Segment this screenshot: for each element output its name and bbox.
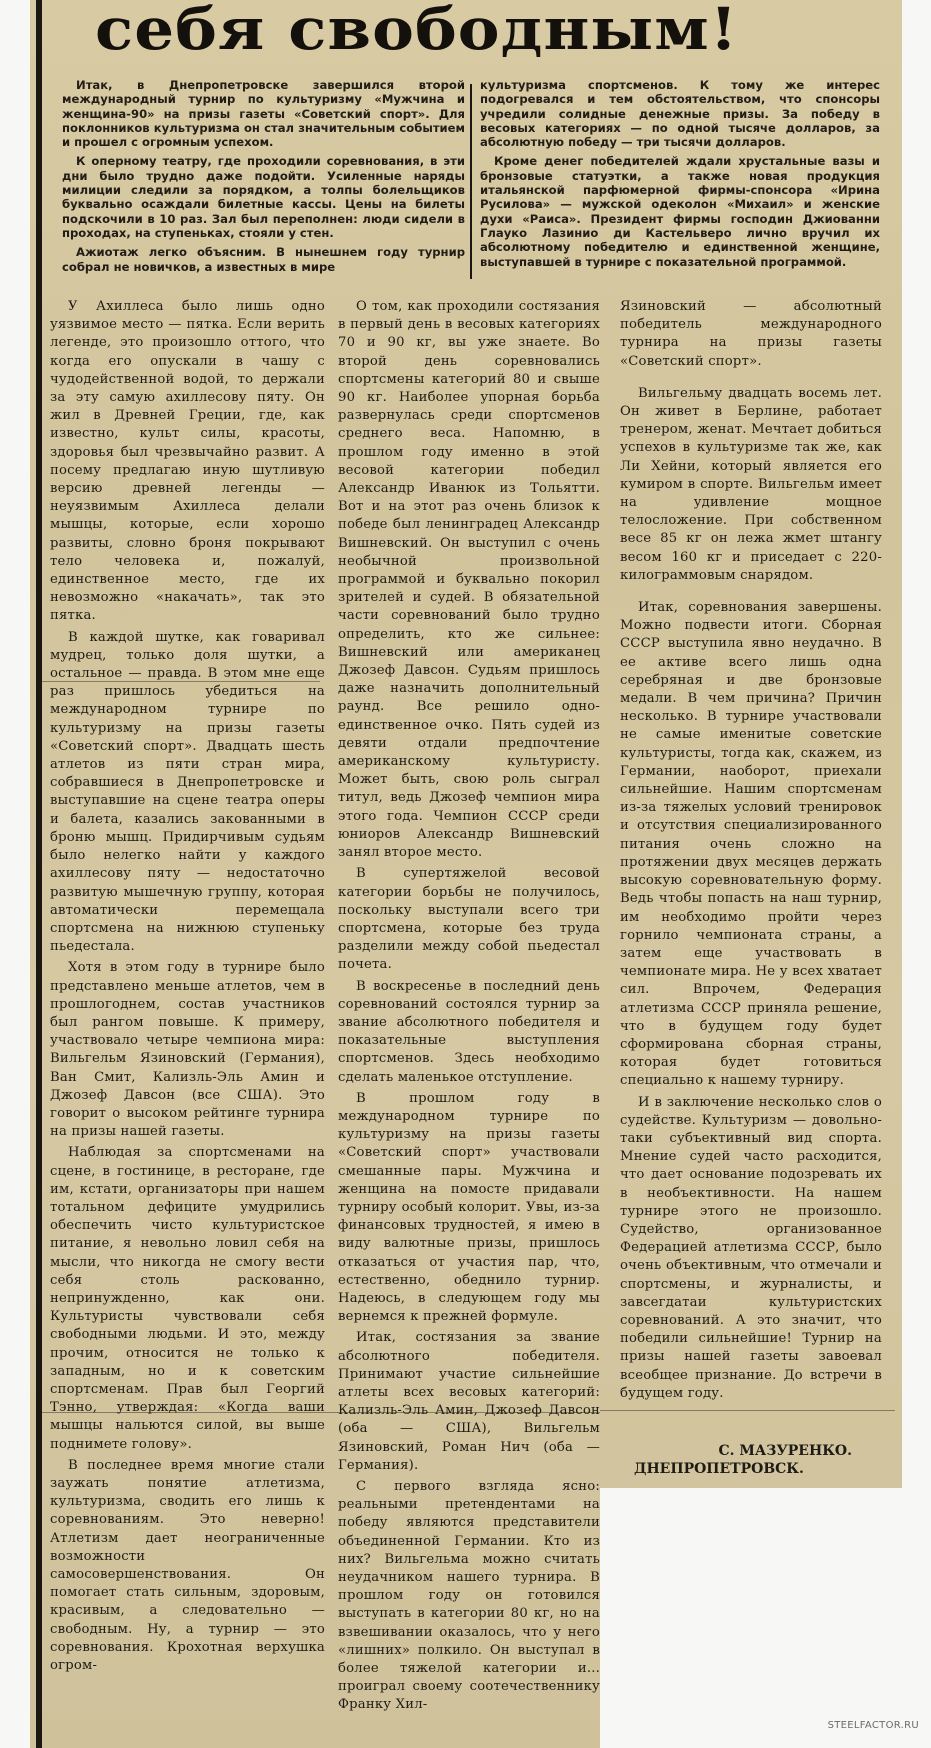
author-name: С. МАЗУРЕНКО. xyxy=(718,1443,852,1459)
paragraph: В супертяжелой весовой категории борьбы не получилось, поскольку выступали всего три спортсмена, которые без труда разделили между собой пьедестал почета. xyxy=(338,866,600,973)
fold-crease xyxy=(40,681,320,682)
lead-right xyxy=(480,78,880,269)
fold-crease xyxy=(40,1412,600,1413)
article-column-3 xyxy=(620,298,882,1403)
lead-paragraph: К оперному театру, где проходили соревнования, в эти дни было трудно даже подойти. Усиленные наряды милиции следили за порядком, а толпы болельщиков буквально осаждали билетные кассы. Цены на билеты подскочили в 10 раз. Зал был переполнен: люди сидели в проходах, на ступеньках, стояли у стен. xyxy=(62,154,465,240)
lead-paragraph: культуризма спортсменов. К тому же интерес подогревался и тем обстоятельством, что спонсоры учредили солидные денежные призы. За победу в весовых категориях — по одной тысяче долларов, за абсолютную победу — три тысячи долларов. xyxy=(480,78,880,150)
blank-background xyxy=(600,1488,931,1748)
paragraph: С первого взгляда ясно: реальными претендентами на победу являются представители объединенной Германии. Кто из них? Вильгельма можно считать неудачником нашего турнира. В прошлом году он готовился выступать в категории 80 кг, но на взвешивании оказалось, что у него «лишних» полкило. Он выступал в более тяжелой категории и... проиграл своему соотечественнику Франку Хил- xyxy=(338,1479,600,1713)
paragraph: Наблюдая за спортсменами на сцене, в гостинице, в ресторане, где им, кстати, организаторы при нашем тотальном дефиците умудрились обеспечить чисто культуристское питание, я невольно ловил себя на мысли, что никогда не смогу вести себя столь раскованно, непринужденно, как они. Культуристы чувствовали себя свободными людьми. И это, между прочим, относится не только к западным, но и к советским спортсменам. Прав был Георгий Тэнно, утверждая: «Когда ваши мышцы нальются силой, вы выше поднимете голову». xyxy=(50,1145,325,1452)
watermark: STEELFACTOR.RU xyxy=(827,1720,919,1731)
paragraph: В каждой шутке, как говаривал мудрец, только доля шутки, а остальное — правда. В этом мне еще раз пришлось убедиться на международном турнире по культуризму на призы газеты «Советский спорт». Двадцать шесть атлетов из пяти стран мира, собравшиеся в Днепропетровске и выступавшие на сцене театра оперы и балета, казались закованными в броню мышц. Придирчивым судьям было нелегко найти у каждого ахиллесову пяту — недостаточно развитую мышечную группу, которая автоматически перемещала спортсмена на нижнюю ступеньку пьедестала. xyxy=(50,629,325,955)
blank-margin xyxy=(902,0,931,1748)
column-divider xyxy=(470,84,472,279)
paragraph: Итак, соревнования завершены. Можно подвести итоги. Сборная СССР выступила явно неудачно. В ее активе всего лишь одна серебряная и две бронзовые медали. В чем причина? Причин несколько. В турнире участвовали не самые именитые советские культуристы, тогда как, скажем, из Германии, наоборот, приехали сильнейшие. Нашим спортсменам из-за тяжелых условий тренировок и отсутствия специализированного питания очень сложно на протяжении двух месяцев держать высокую соревновательную форму. Ведь чтобы попасть на наш турнир, им необходимо пройти через горнило чемпионата страны, а затем еще участвовать в чемпионате мира. Не у всех хватает сил. Впрочем, Федерация атлетизма СССР приняла решение, что в будущем году будет сформирована сборная страны, которая будет готовиться специально к нашему турниру. xyxy=(620,600,882,1089)
article-column-1 xyxy=(50,298,325,1675)
lead-paragraph: Кроме денег победителей ждали хрустальные вазы и бронзовые статуэтки, а также новая продукция итальянской парфюмерной фирмы-спонсора «Ирина Русилова» — мужской одеколон «Михаил» и женские духи «Раиса». Президент фирмы господин Джиованни Глауко Лазинио ди Кастельверо лично вручил их абсолютному победителю и единственной женщине, выступавшей в турнире с показательной программой. xyxy=(480,154,880,269)
paragraph: И в заключение несколько слов о судействе. Культуризм — довольно-таки субъективный вид спорта. Мнение судей часто расходится, что дает основание подозревать их в необъективности. На нашем турнире этого не произошло. Судейство, организованное Федерацией атлетизма СССР, было очень объективным, что отмечали и спортсмены, и журналисты, и завсегдатаи культуристских соревнований. А это значит, что победили сильнейшие! Турнир на призы нашей газеты завоевал всеобщее признание. До встречи в будущем году. xyxy=(620,1094,882,1401)
paragraph: Язиновский — абсолютный победитель международного турнира на призы газеты «Советский спорт». xyxy=(620,299,882,369)
paragraph: У Ахиллеса было лишь одно уязвимое место — пятка. Если верить легенде, это произошло оттого, что когда его опускали в чашу с чудодейственной водой, то держали за эту самую ахиллесову пяту. Он жил в Древней Греции, где, как известно, культ силы, красоты, здоровья был чрезвычайно развит. А посему предлагаю иную шутливую версию древней легенды — неуязвимым Ахиллеса делали мышцы, которые, если хорошо развиты, словно броня покрывают тело человека и, пожалуй, единственное место, где их невозможно «накачать», так это пятка. xyxy=(50,299,325,624)
paragraph: О том, как проходили состязания в первый день в весовых категориях 70 и 90 кг, вы уже знаете. Во второй день соревновались спортсмены категорий 80 и свыше 90 кг. Наиболее упорная борьба развернулась среди спортсменов среднего веса. Напомню, в прошлом году именно в этой весовой категории победил Александр Иванюк из Тольятти. Вот и на этот раз очень близок к победе был ленинградец Александр Вишневский. Он выступил с очень необычной произвольной программой и буквально покорил зрителей и судей. В обязательной части соревнований было трудно определить, кто же сильнее: Вишневский или американец Джозеф Давсон. Судьям пришлось даже назначить дополнительный раунд. Все решило одно-единственное очко. Пять судей из девяти отдали предпочтение американскому культуристу. Может быть, свою роль сыграл титул, ведь Джозеф чемпион мира этого года. Чемпион СССР среди юниоров Александр Вишневский занял второе место. xyxy=(338,299,600,861)
paragraph: В прошлом году в международном турнире по культуризму на призы газеты «Советский спорт» участвовали смешанные пары. Мужчина и женщина на помосте придавали турниру особый колорит. Увы, из-за финансовых трудностей, я имею в виду валютные призы, пришлось отказаться от участия пар, что, естественно, обеднило турнир. Надеюсь, в следующем году мы вернемся к прежней формуле. xyxy=(338,1090,600,1325)
article-column-2 xyxy=(338,298,600,1715)
lead-left xyxy=(62,78,465,274)
dateline-city: ДНЕПРОПЕТРОВСК. xyxy=(634,1461,804,1477)
headline: себя свободным! xyxy=(95,0,739,63)
paragraph: В воскресенье в последний день соревнований состоялся турнир за звание абсолютного победителя и показательные выступления спортсменов. Здесь необходимо сделать маленькое отступление. xyxy=(338,978,600,1085)
paragraph: Итак, состязания за звание абсолютного победителя. Принимают участие сильнейшие атлеты всех весовых категорий: Кализль-Эль Амин, Джозеф Давсон (оба — США), Вильгельм Язиновский, Роман Нич (оба — Германия). xyxy=(338,1330,600,1473)
lead-paragraph: Итак, в Днепропетровске завершился второй международный турнир по культуризму «Мужчина и женщина-90» на призы газеты «Советский спорт». Для поклонников культуризма он стал значительным событием и прошел с огромным успехом. xyxy=(62,78,465,150)
lead-paragraph: Ажиотаж легко объясним. В нынешнем году турнир собрал не новичков, а известных в мире xyxy=(62,245,465,274)
fold-crease xyxy=(600,1410,895,1411)
paragraph: В последнее время многие стали заужать понятие атлетизма, культуризма, сводить его лишь к соревнованиям. Это неверно! Атлетизм дает неограниченные возможности самосовершенствования. Он помогает стать сильным, здоровым, красивым, а следовательно — свободным. Ну, а турнир — это соревнования. Крохотная верхушка огром- xyxy=(50,1457,325,1674)
byline xyxy=(620,1442,882,1478)
paragraph: Хотя в этом году в турнире было представлено меньше атлетов, чем в прошлогоднем, состав участников был рангом повыше. К примеру, участвовало четыре чемпиона мира: Вильгельм Язиновский (Германия), Ван Смит, Кализль-Эль Амин и Джозеф Давсон (все США). Это говорит о высоком рейтинге турнира на призы нашей газеты. xyxy=(50,960,325,1140)
left-border-rule xyxy=(36,0,42,1748)
paragraph: Вильгельму двадцать восемь лет. Он живет в Берлине, работает тренером, женат. Мечтает добиться успехов в культуризме так же, как Ли Хейни, который является его кумиром в спорте. Вильгельм имеет на удивление мощное телосложение. При собственном весе 85 кг он лежа жмет штангу весом 160 кг и приседает с 220-килограммовым снарядом. xyxy=(620,385,882,583)
